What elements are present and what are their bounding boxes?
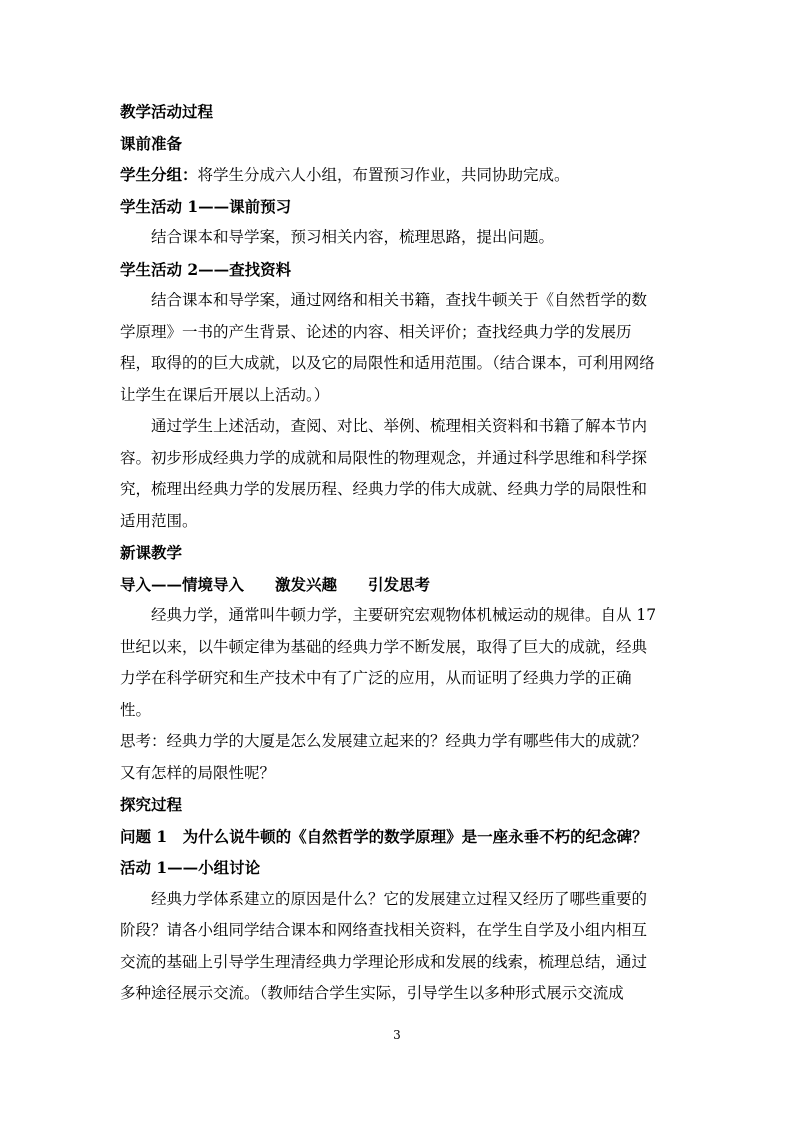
activity-2-summary-paragraph bbox=[120, 411, 676, 537]
heading-pre-class-preparation: 课前准备 bbox=[120, 133, 183, 153]
paragraph-line: 结合课本和导学案，通过网络和相关书籍，查找牛顿关于《自然哲学的数 bbox=[151, 291, 648, 309]
paragraph-line: 容。初步形成经典力学的成就和局限性的物理观念，并通过科学思维和科学探 bbox=[120, 448, 648, 467]
paragraph-line: 程，取得的的巨大成就，以及它的局限性和适用范围。（结合课本，可利用网络 bbox=[120, 354, 655, 372]
paragraph-line: 性。 bbox=[120, 700, 152, 719]
heading-exploration-process: 探究过程 bbox=[120, 795, 183, 814]
paragraph-line: 适用范围。 bbox=[120, 511, 198, 530]
heading-teaching-process: 教学活动过程 bbox=[120, 102, 214, 121]
question-1: 问题 1 为什么说牛顿的《自然哲学的数学原理》是一座永垂不朽的纪念碑？ bbox=[120, 826, 648, 846]
paragraph-line: 力学在科学研究和生产技术中有了广泛的应用，从而证明了经典力学的正确 bbox=[120, 669, 632, 687]
paragraph-line: 阶段？请各小组同学结合课本和网络查找相关资料，在学生自学及小组内相互 bbox=[120, 921, 648, 939]
heading-new-lesson: 新课教学 bbox=[120, 543, 183, 562]
document-body bbox=[120, 96, 676, 1010]
paragraph-line: 学原理》一书的产生背景、论述的内容、相关评价；查找经典力学的发展历 bbox=[120, 322, 632, 341]
heading-group-discussion: 活动 1——小组讨论 bbox=[120, 858, 261, 877]
heading-student-activity-2: 学生活动 2——查找资料 bbox=[120, 259, 292, 279]
discussion-paragraph bbox=[120, 884, 676, 1010]
paragraph-line: 又有怎样的局限性呢？ bbox=[120, 763, 276, 782]
page-number: 3 bbox=[393, 1028, 401, 1042]
paragraph-line: 世纪以来，以牛顿定律为基础的经典力学不断发展，取得了巨大的成就，经典 bbox=[120, 637, 648, 656]
introduction-paragraph bbox=[120, 600, 676, 726]
paragraph-line: 经典力学，通常叫牛顿力学，主要研究宏观物体机械运动的规律。自从 17 bbox=[151, 606, 657, 624]
paragraph-line: 究，梳理出经典力学的发展历程、经典力学的伟大成就、经典力学的局限性和 bbox=[120, 480, 648, 498]
paragraph-line: 交流的基础上引导学生理清经典力学理论形成和发展的线索，梳理总结，通过 bbox=[120, 952, 648, 971]
paragraph-line: 通过学生上述活动，查阅、对比、举例、梳理相关资料和书籍了解本节内 bbox=[151, 417, 648, 435]
grouping-label: 学生分组： bbox=[120, 165, 198, 184]
paragraph-line: 经典力学体系建立的原因是什么？它的发展建立过程又经历了哪些重要的 bbox=[151, 889, 648, 908]
heading-introduction: 导入——情境导入 激发兴趣 引发思考 bbox=[120, 574, 431, 594]
paragraph-line: 让学生在课后开展以上活动。） bbox=[120, 385, 330, 404]
paragraph-line: 思考：经典力学的大厦是怎么发展建立起来的？经典力学有哪些伟大的成就？ bbox=[120, 732, 648, 750]
think-paragraph bbox=[120, 726, 676, 789]
activity-2-paragraph bbox=[120, 285, 676, 411]
paragraph-line: 多种途径展示交流。（教师结合学生实际，引导学生以多种形式展示交流成 bbox=[120, 984, 624, 1002]
grouping-text: 将学生分成六人小组，布置预习作业，共同协助完成。 bbox=[197, 166, 570, 184]
heading-student-activity-1: 学生活动 1——课前预习 bbox=[120, 196, 292, 216]
grouping-paragraph bbox=[120, 159, 676, 191]
activity-1-text: 结合课本和导学案，预习相关内容，梳理思路，提出问题。 bbox=[151, 228, 555, 246]
